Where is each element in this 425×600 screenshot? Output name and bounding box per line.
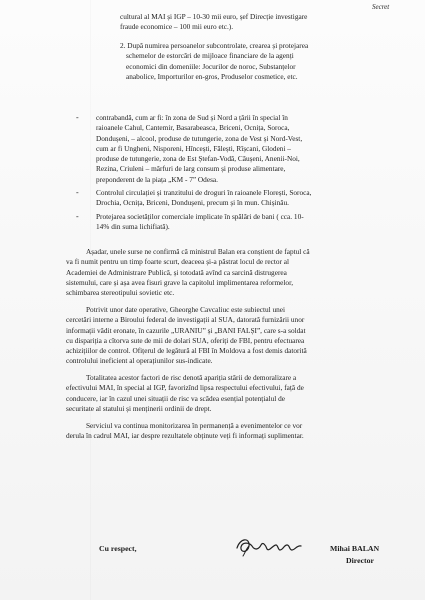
text-line: achizițiilor de control. Ofițerul de legătură al FBI în Moldova a fost demis datorită: [66, 346, 307, 356]
text-line: contrabandă, cum ar fi: în zona de Sud și Nord a țării în special în: [96, 113, 288, 122]
text-line: va fi numit pentru un timp foarte scurt, deaceea și-a păstrat locul de rector al: [66, 257, 290, 267]
bullet-dash: -: [76, 212, 79, 221]
text-line: derula în cadrul MAI, iar despre rezultatele obținute veți fi informați suplimentar.: [66, 431, 304, 441]
text-line: cercetări interne a Biroului federal de investigații al SUA, datorată furnizării unor: [66, 315, 305, 325]
numbered-item-2: [120, 41, 407, 82]
bullet-dash: -: [76, 113, 79, 122]
text-line: schemelor de estorcări de mijloace financiare de la agenți: [126, 51, 294, 61]
page-shadow: [90, 0, 91, 600]
text-line: schimbarea stereotipului sovietic etc.: [66, 288, 175, 298]
text-line: efectivului MAI, în special al IGP, favorizînd lipsa respectului efectivului, față de: [66, 383, 304, 393]
text-line: conducere, iar în cazul unei situații de risc va scădea esențial potențialul de: [66, 393, 286, 403]
text-line: anabolice, Importurilor en-gros, Produselor cosmetice, etc.: [126, 71, 298, 81]
text-line: Serviciul va continua monitorizarea în permanență a evenimentelor ce vor: [86, 421, 303, 430]
text-line: Drochia, Ocnița, Briceni, Dondușeni, precum și în mun. Chișinău.: [96, 198, 289, 208]
text-line: cultural al MAI și IGP – 10-30 mii euro, șef Direcție investigare: [120, 12, 308, 21]
text-line: produse de tutungerie, zona de Est Ștefan-Vodă, Căușeni, Anenii-Noi,: [96, 154, 300, 164]
text-line: informații vădit eronate, în cazurile „URANIU” și „BANI FALȘI”, care s-a soldat: [66, 325, 306, 335]
closing-greeting: Cu respect,: [99, 544, 137, 553]
text-line: fraude economice – 100 mii euro etc.).: [120, 22, 234, 32]
text-line: Rezina, Criuleni – mărfuri de larg consum și produse alimentare,: [96, 164, 286, 174]
bullet-drugs: [96, 188, 414, 209]
text-line: Controlul circulației și tranzitului de droguri în raioanele Florești, Soroca,: [96, 188, 312, 197]
paragraph-asadar: [66, 247, 416, 298]
text-line: Protejarea societăților comerciale implicate în spălări de bani ( cca. 10-: [96, 212, 304, 221]
text-line: cu dispariția a cîtorva sute de mii de dolari SUA, oferiți de FBI, pentru efectuarea: [66, 335, 305, 345]
text-line: 2. După numirea persoanelor subcontrolate, crearea și protejarea: [120, 41, 309, 50]
text-line: Așadar, unele surse ne confirmă că ministrul Balan era conștient de faptul că: [86, 247, 310, 256]
text-line: raioanele Cahul, Cantemir, Basarabeasca, Briceni, Ocnița, Soroca,: [96, 123, 290, 133]
signatory-title: Director: [346, 556, 374, 565]
handwritten-signature: [232, 533, 310, 557]
text-line: sistemului, care și așa avea fisuri grave la capitolul implimentarea reformelor,: [66, 277, 294, 287]
paragraph-potrivit: [66, 305, 416, 367]
text-line: securitate al statului și menținerii ordinii de drept.: [66, 403, 212, 413]
bullet-contraband: [96, 113, 412, 185]
bullet-dash: -: [76, 188, 79, 197]
text-line: controlului ineficient al operațiunilor sus-indicate.: [66, 356, 213, 366]
text-line: Dondușeni, – alcool, produse de tutungerie, zona de Vest și Nord-Vest,: [96, 133, 303, 143]
paragraph-serviciul: [66, 421, 416, 442]
text-line: economici din domeniile: Jocurilor de noroc, Substanțelor: [126, 61, 296, 71]
text-line: preponderent de la piața „KM - 7” Odesa.: [96, 174, 218, 184]
text-line: cum ar fi Ungheni, Nisporeni, Hîncești, Fălești, Rîșcani, Glodeni –: [96, 143, 291, 153]
signatory-name: Mihai BALAN: [330, 544, 380, 553]
text-line: Totalitatea acestor factori de risc denotă apariția stării de demoralizare a: [86, 373, 297, 382]
continuation-paragraph: [120, 12, 405, 33]
text-line: Potrivit unor date operative, Gheorghe Cavcaliuc este subiectul unei: [86, 305, 286, 314]
text-line: 14% din suma lichifiată).: [96, 222, 170, 232]
paragraph-totalitatea: [66, 373, 416, 414]
bullet-money-laundering: [96, 212, 414, 233]
text-line: Academiei de Administrare Publică, și totodată avînd ca sarcină distrugerea: [66, 267, 287, 277]
secret-label: Secret: [372, 3, 390, 11]
